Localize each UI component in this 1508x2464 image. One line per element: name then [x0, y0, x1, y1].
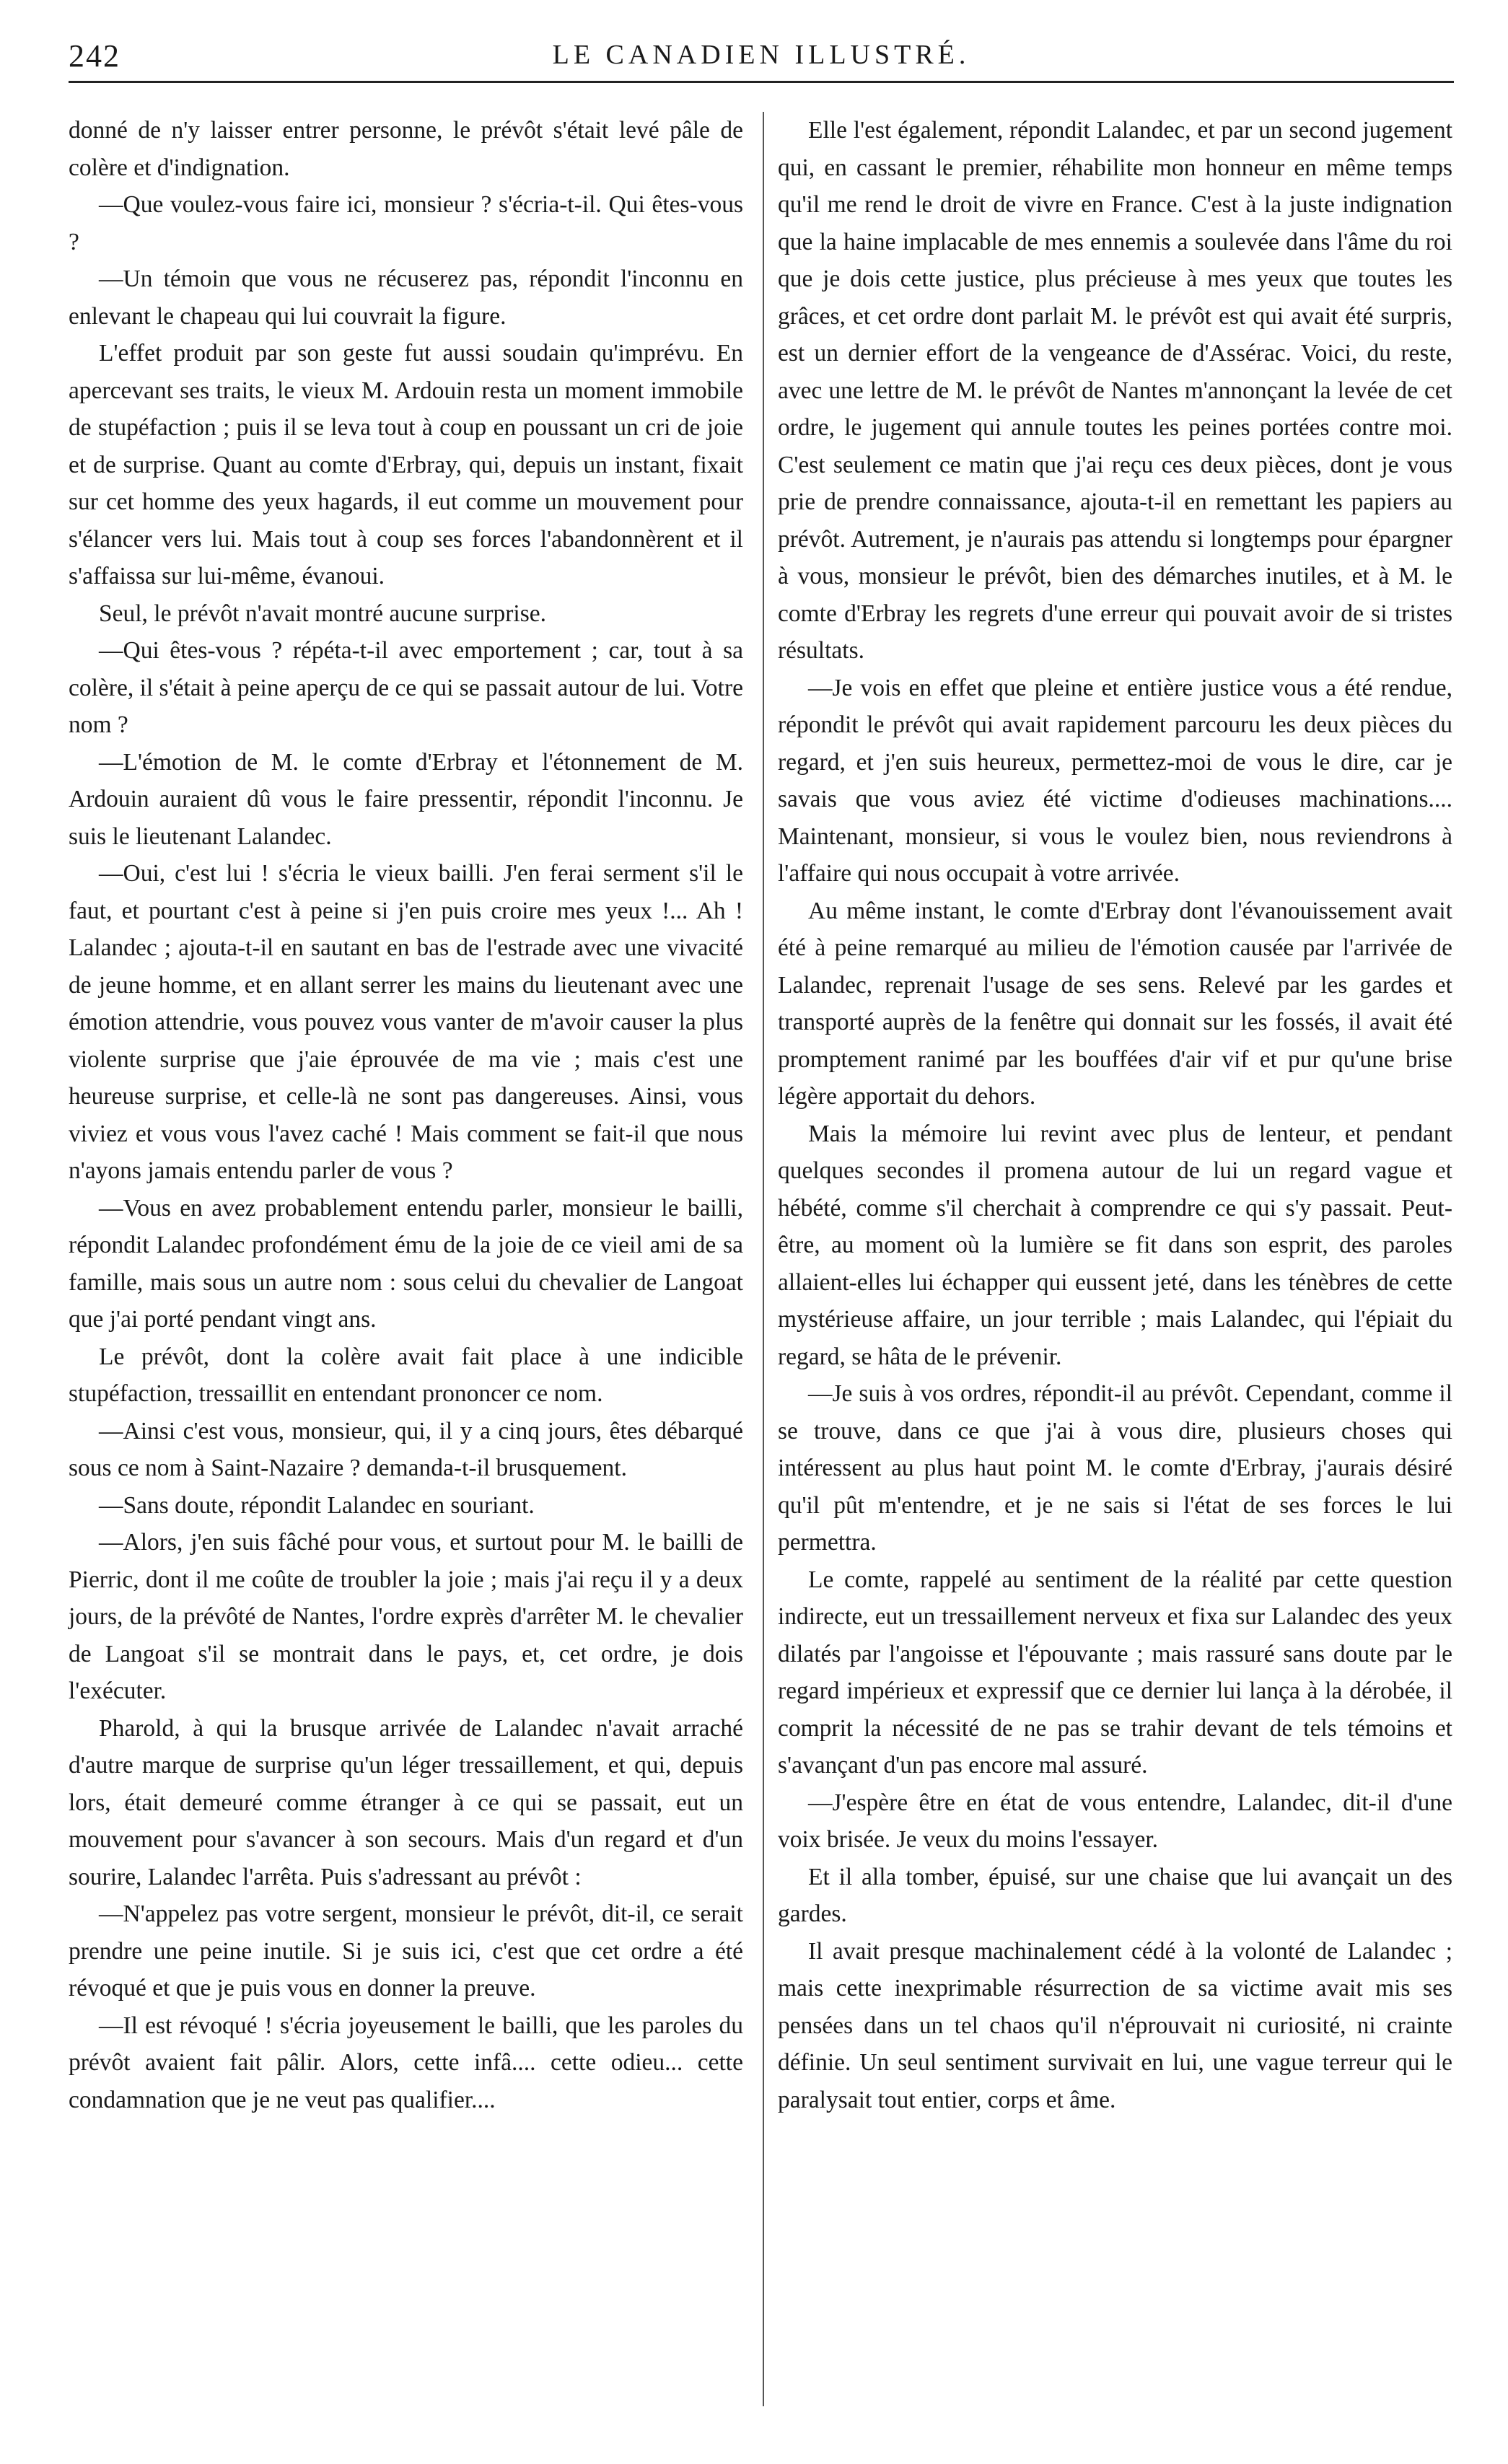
paragraph: Pharold, à qui la brusque arrivée de Lalandec n'avait arraché d'autre marque de surprise qu'un léger tressaillement, et qui, depuis lors, était demeuré comme étranger à ce qui se passait, eut un mouvement pour s'avancer à son secours. Mais d'un regard et d'un sourire, Lalandec l'arrêta. Puis s'adressant au prévôt :	[69, 1714, 743, 1890]
column-divider	[763, 112, 764, 2406]
page-header	[69, 38, 1454, 83]
paragraph: Au même instant, le comte d'Erbray dont l'évanouissement avait été à peine remarqué au milieu de l'émotion causée par l'arrivée de Lalandec, reprenait l'usage de ses sens. Relevé par les gardes et transporté auprès de la fenêtre qui donnait sur les fossés, il avait été promptement ranimé par les bouffées d'air vif et pur qu'une brise légère apportait du dehors.	[778, 897, 1452, 1110]
paragraph: Il avait presque machinalement cédé à la volonté de Lalandec ; mais cette inexprimable résurrection de sa victime avait mis ses pensées dans un tel chaos qu'il n'éprouvait ni curiosité, ni crainte définie. Un seul sentiment survivait en lui, une vague terreur qui le paralysait tout entier, corps et âme.	[778, 1937, 1452, 2113]
page-number: 242	[69, 38, 120, 74]
paragraph: —Qui êtes-vous ? répéta-t-il avec emportement ; car, tout à sa colère, il s'était à peine aperçu de ce qui se passait autour de lui. Votre nom ?	[69, 637, 744, 738]
paragraph: Et il alla tomber, épuisé, sur une chaise que lui avançait un des gardes.	[778, 1863, 1452, 1927]
paragraph: —Oui, c'est lui ! s'écria le vieux bailli. J'en ferai serment s'il le faut, et pourtant c'est à peine si j'en puis croire mes yeux !... Ah ! Lalandec ; ajouta-t-il en sautant en bas de l'estrade avec une vivacité de jeune homme, et en allant serrer les mains du lieutenant avec une émotion attendrie, vous pouvez vous vanter de m'avoir causer la plus violente surprise que j'aie éprouvée de ma vie ; mais c'est une heureuse surprise, et celle-là ne sont pas dangereuses. Ainsi, vous viviez et vous vous l'avez caché ! Mais comment se fait-il que nous n'ayons jamais entendu parler de vous ?	[69, 860, 743, 1184]
paragraph: —Je suis à vos ordres, répondit-il au prévôt. Cependant, comme il se trouve, dans ce que j'ai à vous dire, plusieurs choses qui intéressent au plus haut point M. le comte d'Erbray, j'aurais désiré qu'il pût m'entendre, et je ne sais si l'état de ses forces le lui permettra.	[778, 1380, 1452, 1556]
paragraph: —N'appelez pas votre sergent, monsieur le prévôt, dit-il, ce serait prendre une peine inutile. Si je suis ici, c'est que cet ordre a été révoqué et que je puis vous en donner la preuve.	[69, 1900, 743, 2002]
paragraph: L'effet produit par son geste fut aussi soudain qu'imprévu. En apercevant ses traits, le vieux M. Ardouin resta un moment immobile de stupéfaction ; puis il se leva tout à coup en poussant un cri de joie et de surprise. Quant au comte d'Erbray, qui, depuis un instant, fixait sur cet homme des yeux hagards, il eut comme un mouvement pour s'élancer vers lui. Mais tout à coup ses forces l'abandonnèrent et il s'affaissa sur lui-même, évanoui.	[69, 340, 743, 589]
paragraph: Mais la mémoire lui revint avec plus de lenteur, et pendant quelques secondes il promena autour de lui un regard vague et hébété, comme s'il cherchait à comprendre ce qui s'y passait. Peut-être, au moment où la lumière se fit dans son esprit, des paroles allaient-elles lui échapper qui eussent jeté, dans les ténèbres de cette mystérieuse affaire, un jour terrible ; mais Lalandec, qui l'épiait du regard, se hâta de le prévenir.	[778, 1120, 1452, 1370]
journal-title: LE CANADIEN ILLUSTRÉ.	[552, 40, 970, 70]
paragraph: —Alors, j'en suis fâché pour vous, et surtout pour M. le bailli de Pierric, dont il me coûte de troubler la joie ; mais j'ai reçu il y a deux jours, de la prévôté de Nantes, l'ordre exprès d'arrêter M. le chevalier de Langoat s'il se montrait dans le pays, et, cet ordre, je dois l'exécuter.	[69, 1529, 743, 1704]
left-column	[69, 112, 743, 2118]
paragraph: —Sans doute, répondit Lalandec en souriant.	[99, 1491, 535, 1519]
paragraph: Le prévôt, dont la colère avait fait place à une indicible stupéfaction, tressaillit en entendant prononcer ce nom.	[69, 1343, 743, 1407]
paragraph: —Un témoin que vous ne récuserez pas, répondit l'inconnu en enlevant le chapeau qui lui couvrait la figure.	[69, 266, 743, 330]
paragraph: donné de n'y laisser entrer personne, le prévôt s'était levé pâle de colère et d'indignation.	[69, 117, 743, 181]
paragraph: —Je vois en effet que pleine et entière justice vous a été rendue, répondit le prévôt qui avait rapidement parcouru les deux pièces du regard, et j'en suis heureux, permettez-moi de vous le dire, car je savais que vous aviez été victime d'odieuses machinations.... Maintenant, monsieur, si vous le voulez bien, nous reviendrons à l'affaire qui nous occupait à votre arrivée.	[778, 674, 1452, 887]
paragraph: —Que voulez-vous faire ici, monsieur ? s'écria-t-il. Qui êtes-vous ?	[69, 191, 743, 255]
paragraph: —Il est révoqué ! s'écria joyeusement le bailli, que les paroles du prévôt avaient fait pâlir. Alors, cette infâ.... cette odieu... cette condamnation que je ne veut pas qualifier....	[69, 2012, 743, 2113]
paragraph: —Vous en avez probablement entendu parler, monsieur le bailli, répondit Lalandec profondément ému de la joie de ce vieil ami de sa famille, mais sous un autre nom : sous celui du chevalier de Langoat que j'ai porté pendant vingt ans.	[69, 1194, 743, 1333]
right-column	[778, 112, 1452, 2118]
paragraph: Elle l'est également, répondit Lalandec, et par un second jugement qui, en cassant le premier, réhabilite mon honneur en même temps qu'il me rend le droit de vivre en France. C'est à la juste indignation que la haine implacable de mes ennemis a soulevée dans l'âme du roi que je dois cette justice, plus précieuse à mes yeux que toutes les grâces, et cet ordre dont parlait M. le prévôt est qui avait été surpris, est un dernier effort de la vengeance de d'Assérac. Voici, du reste, avec une lettre de M. le prévôt de Nantes m'annonçant la levée de cet ordre, le jugement qui annule toutes les peines portées contre moi. C'est seulement ce matin que j'ai reçu ces deux pièces, dont je vous prie de prendre connaissance, ajouta-t-il en remettant les papiers au prévôt. Autrement, je n'aurais pas attendu si longtemps pour épargner à vous, monsieur le prévôt, bien des démarches inutiles, et à M. le comte d'Erbray les regrets d'une erreur qui pouvait avoir de si tristes résultats.	[778, 117, 1452, 664]
paragraph: Le comte, rappelé au sentiment de la réalité par cette question indirecte, eut un tressaillement nerveux et fixa sur Lalandec des yeux dilatés par l'angoisse et l'épouvante ; mais rassuré sans doute par le regard impérieux et expressif que ce dernier lui lança à la dérobée, il comprit la nécessité de ne pas se trahir devant de tels témoins et s'avançant d'un pas encore mal assuré.	[778, 1566, 1452, 1779]
paragraph: —L'émotion de M. le comte d'Erbray et l'étonnement de M. Ardouin auraient dû vous le faire pressentir, répondit l'inconnu. Je suis le lieutenant Lalandec.	[69, 748, 743, 850]
paragraph: Seul, le prévôt n'avait montré aucune surprise.	[99, 600, 547, 627]
paragraph: —Ainsi c'est vous, monsieur, qui, il y a cinq jours, êtes débarqué sous ce nom à Saint-Nazaire ? demanda-t-il brusquement.	[69, 1417, 743, 1481]
paragraph: —J'espère être en état de vous entendre, Lalandec, dit-il d'une voix brisée. Je veux du moins l'essayer.	[778, 1789, 1452, 1853]
